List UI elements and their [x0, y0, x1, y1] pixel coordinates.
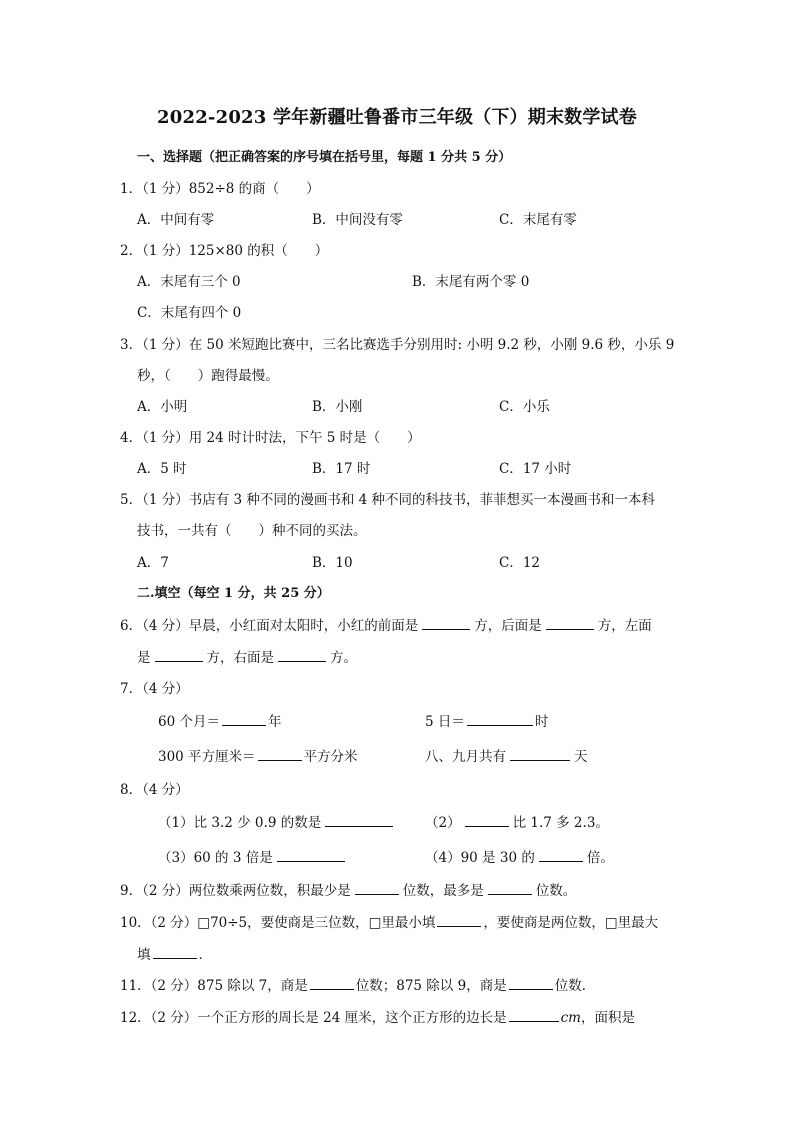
q8-sub-4-unit: 倍。 [586, 850, 614, 866]
question-9 [120, 879, 576, 899]
q4-option-a: A．5 时 [137, 461, 187, 477]
q7-blank-1 [222, 713, 266, 726]
q7-item-3-text: 300 平方厘米＝ [158, 749, 256, 765]
q5-option-b: B．10 [312, 555, 353, 571]
q6-text-3: 方，左面 [597, 618, 652, 634]
q5-option-c: C．12 [499, 555, 541, 571]
question-6-line-1 [120, 614, 652, 634]
q6-blank-4 [278, 649, 326, 662]
q1-option-a: A．中间有零 [137, 212, 215, 228]
q12-text-2: ，面积是 [580, 1010, 635, 1026]
q8-sub-2 [425, 811, 609, 831]
question-8: 8．（4 分） [120, 782, 189, 798]
question-5-line-2: 技书，一共有（ ）种不同的买法。 [137, 523, 367, 539]
q11-blank-2 [509, 977, 553, 990]
q3-option-c: C．小乐 [499, 399, 550, 415]
q4-option-c: C．17 小时 [499, 461, 572, 477]
q6-blank-3 [155, 649, 203, 662]
question-12 [120, 1006, 635, 1026]
q1-option-b: B．中间没有零 [312, 212, 403, 228]
question-2: 2．（1 分）125×80 的积（ ） [120, 243, 329, 259]
q10-text-4: ． [198, 947, 212, 963]
q3-option-a: A．小明 [137, 399, 188, 415]
q7-item-2-text: 5 日＝ [425, 714, 465, 730]
q10-text-1: 10．（2 分）□70÷5，要使商是三位数，□里最小填 [120, 915, 436, 931]
q8-blank-3 [277, 849, 345, 862]
q5-option-a: A．7 [137, 555, 169, 571]
q6-blank-1 [422, 617, 470, 630]
q7-item-1-unit: 年 [267, 714, 282, 730]
q7-item-4 [425, 745, 588, 765]
q4-option-b: B．17 时 [312, 461, 371, 477]
page-title: 2022-2023 学年新疆吐鲁番市三年级（下）期末数学试卷 [157, 107, 637, 128]
question-11 [120, 974, 595, 994]
question-3-line-2: 秒，（ ）跑得最慢。 [137, 368, 279, 384]
q7-item-2 [425, 710, 548, 730]
q6-text-6: 方。 [330, 650, 357, 666]
q7-blank-3 [258, 748, 302, 761]
question-10-line-2 [137, 943, 212, 963]
q8-blank-4 [539, 849, 583, 862]
q6-text-5: 方，右面是 [206, 650, 274, 666]
q9-text-3: 位数。 [535, 883, 577, 899]
q9-blank-2 [488, 882, 532, 895]
q8-blank-2 [465, 814, 509, 827]
q7-blank-4 [510, 748, 570, 761]
q2-option-b: B．末尾有两个零 0 [412, 274, 530, 290]
q8-blank-1 [325, 814, 393, 827]
q7-item-4-text: 八、九月共有 [425, 749, 506, 765]
question-7: 7．（4 分） [120, 681, 189, 697]
q10-blank-1 [437, 914, 481, 927]
q12-text-1: 12．（2 分）一个正方形的周长是 24 厘米，这个正方形的边长是 [120, 1010, 507, 1026]
q7-blank-2 [467, 713, 533, 726]
q9-text-2: 位数，最多是 [402, 883, 484, 899]
q2-option-c: C．末尾有四个 0 [137, 305, 242, 321]
question-1: 1．（1 分）852÷8 的商（ ） [120, 181, 320, 197]
q7-item-3 [158, 745, 358, 765]
q3-option-b: B．小刚 [312, 399, 363, 415]
q8-sub-3-text: （3）60 的 3 倍是 [158, 850, 273, 866]
q9-text-1: 9．（2 分）两位数乘两位数，积最少是 [120, 883, 351, 899]
q8-sub-2-text: 比 1.7 多 2.3。 [512, 815, 609, 831]
q8-sub-1-text: （1）比 3.2 少 0.9 的数是 [158, 815, 322, 831]
q8-sub-2-label: （2） [425, 815, 461, 831]
q7-item-2-unit: 时 [534, 714, 549, 730]
q11-text-3: 位数． [554, 978, 596, 994]
q8-sub-1 [158, 811, 397, 831]
q1-option-c: C．末尾有零 [499, 212, 577, 228]
q8-sub-3 [158, 846, 349, 866]
q6-blank-2 [546, 617, 594, 630]
question-10-line-1 [120, 911, 658, 931]
q10-text-2: ，要使商是两位数，□里最大 [483, 915, 659, 931]
question-5-line-1: 5．（1 分）书店有 3 种不同的漫画书和 4 种不同的科技书，菲菲想买一本漫画书和一本科 [120, 492, 656, 508]
question-6-line-2 [137, 646, 357, 666]
question-3-line-1: 3．（1 分）在 50 米短跑比赛中，三名比赛选手分别用时: 小明 9.2 秒，小刚 9.6 秒，小乐 9 [120, 337, 675, 353]
q8-sub-4 [425, 846, 614, 866]
q10-text-3: 填 [137, 947, 151, 963]
q12-blank-1 [509, 1009, 559, 1022]
question-4: 4．（1 分）用 24 时计时法，下午 5 时是（ ） [120, 430, 421, 446]
q10-blank-2 [153, 946, 197, 959]
q7-item-4-unit: 天 [574, 749, 588, 765]
q9-blank-1 [355, 882, 399, 895]
q11-text-2: 位数；875 除以 9，商是 [355, 978, 507, 994]
section-heading-fill: 二.填空（每空 1 分，共 25 分） [137, 586, 330, 601]
q6-text-2: 方，后面是 [474, 618, 542, 634]
section-heading-choice: 一、选择题（把正确答案的序号填在括号里，每题 1 分共 5 分） [137, 150, 512, 165]
q7-item-3-unit: 平方分米 [303, 749, 358, 765]
q7-item-1 [158, 710, 281, 730]
q2-option-a: A．末尾有三个 0 [137, 274, 241, 290]
q8-sub-4-text: （4）90 是 30 的 [425, 850, 535, 866]
q6-text-4: 是 [137, 650, 151, 666]
q12-unit: cm [560, 1010, 581, 1026]
q6-text-1: 6．（4 分）早晨，小红面对太阳时，小红的前面是 [120, 618, 419, 634]
q11-text-1: 11．（2 分）875 除以 7，商是 [120, 978, 308, 994]
q11-blank-1 [310, 977, 354, 990]
q7-item-1-text: 60 个月＝ [158, 714, 220, 730]
